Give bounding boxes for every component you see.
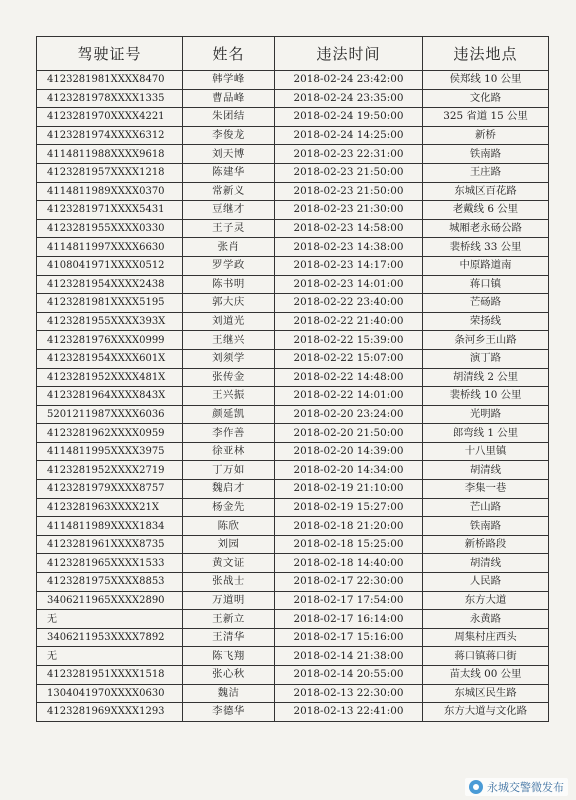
driver-name-cell: 王新立	[183, 610, 275, 629]
driver-name-cell: 刘天博	[183, 145, 275, 164]
violation-location-cell: 芒砀路	[423, 294, 549, 313]
violation-time-cell: 2018-02-24 23:35:00	[275, 89, 423, 108]
violation-location-cell: 条河乡王山路	[423, 331, 549, 350]
license-number-cell: 5201211987XXXX6036	[37, 405, 183, 424]
table-row	[37, 349, 549, 368]
violation-time-cell: 2018-02-13 22:30:00	[275, 684, 423, 703]
violation-time-cell: 2018-02-22 15:07:00	[275, 349, 423, 368]
driver-name-cell: 黄文证	[183, 554, 275, 573]
driver-name-cell: 刘须学	[183, 349, 275, 368]
violation-time-cell: 2018-02-18 14:40:00	[275, 554, 423, 573]
license-number-cell: 4123281951XXXX1518	[37, 666, 183, 685]
table-row	[37, 628, 549, 647]
violation-location-cell: 铁南路	[423, 145, 549, 164]
violation-time-cell: 2018-02-13 22:41:00	[275, 703, 423, 722]
violation-time-cell: 2018-02-23 21:30:00	[275, 201, 423, 220]
table-row	[37, 71, 549, 90]
table-body	[37, 71, 549, 722]
license-number-cell: 无	[37, 610, 183, 629]
table-row	[37, 666, 549, 685]
violation-location-cell: 新桥	[423, 126, 549, 145]
violation-table	[36, 36, 549, 722]
driver-name-cell: 罗学政	[183, 256, 275, 275]
table-row	[37, 703, 549, 722]
table-row	[37, 535, 549, 554]
table-row	[37, 368, 549, 387]
violation-location-cell: 侯郑线 10 公里	[423, 71, 549, 90]
table-row	[37, 275, 549, 294]
license-number-cell: 4123281979XXXX8757	[37, 480, 183, 499]
table-row	[37, 145, 549, 164]
driver-name-cell: 杨金先	[183, 498, 275, 517]
license-number-cell: 4123281969XXXX1293	[37, 703, 183, 722]
violation-location-cell: 蒋口镇	[423, 275, 549, 294]
license-number-cell: 4123281965XXXX1533	[37, 554, 183, 573]
violation-location-cell: 芒山路	[423, 498, 549, 517]
license-number-cell: 4123281974XXXX6312	[37, 126, 183, 145]
violation-location-cell: 文化路	[423, 89, 549, 108]
violation-time-cell: 2018-02-17 17:54:00	[275, 591, 423, 610]
license-number-cell: 4123281961XXXX8735	[37, 535, 183, 554]
violation-location-cell: 东方大道	[423, 591, 549, 610]
license-number-cell: 4123281955XXXX0330	[37, 219, 183, 238]
table-row	[37, 312, 549, 331]
violation-location-cell: 王庄路	[423, 163, 549, 182]
driver-name-cell: 朱团结	[183, 108, 275, 127]
table-row	[37, 684, 549, 703]
violation-location-cell: 李集一巷	[423, 480, 549, 499]
license-number-cell: 4114811989XXXX0370	[37, 182, 183, 201]
violation-location-cell: 东城区百花路	[423, 182, 549, 201]
violation-time-cell: 2018-02-17 15:16:00	[275, 628, 423, 647]
driver-name-cell: 张心秋	[183, 666, 275, 685]
table-row	[37, 498, 549, 517]
table-row	[37, 442, 549, 461]
violation-location-cell: 老戴线 6 公里	[423, 201, 549, 220]
driver-name-cell: 刘园	[183, 535, 275, 554]
violation-location-cell: 东城区民生路	[423, 684, 549, 703]
violation-location-cell: 胡清线	[423, 554, 549, 573]
table-row	[37, 517, 549, 536]
violation-time-cell: 2018-02-20 23:24:00	[275, 405, 423, 424]
license-number-cell: 4114811989XXXX1834	[37, 517, 183, 536]
driver-name-cell: 万道明	[183, 591, 275, 610]
violation-time-cell: 2018-02-18 15:25:00	[275, 535, 423, 554]
violation-time-cell: 2018-02-24 23:42:00	[275, 71, 423, 90]
driver-name-cell: 王子灵	[183, 219, 275, 238]
violation-location-cell: 铁南路	[423, 517, 549, 536]
violation-time-cell: 2018-02-18 21:20:00	[275, 517, 423, 536]
table-row	[37, 387, 549, 406]
wechat-official-account-icon	[469, 780, 483, 794]
driver-name-cell: 魏启才	[183, 480, 275, 499]
license-number-cell: 4114811988XXXX9618	[37, 145, 183, 164]
driver-name-cell: 常新义	[183, 182, 275, 201]
table-row	[37, 126, 549, 145]
violation-location-cell: 裴桥线 10 公里	[423, 387, 549, 406]
watermark	[465, 778, 568, 796]
license-number-cell: 4123281954XXXX2438	[37, 275, 183, 294]
violation-location-cell: 郎弯线 1 公里	[423, 424, 549, 443]
violation-location-cell: 东方大道与文化路	[423, 703, 549, 722]
violation-location-cell: 新桥路段	[423, 535, 549, 554]
table-row	[37, 219, 549, 238]
table-row	[37, 424, 549, 443]
table-row	[37, 405, 549, 424]
violation-time-cell: 2018-02-24 19:50:00	[275, 108, 423, 127]
driver-name-cell: 陈欣	[183, 517, 275, 536]
violation-time-cell: 2018-02-19 15:27:00	[275, 498, 423, 517]
driver-name-cell: 张战士	[183, 573, 275, 592]
violation-location-cell: 蒋口镇蒋口街	[423, 647, 549, 666]
table-row	[37, 201, 549, 220]
license-number-cell: 3406211953XXXX7892	[37, 628, 183, 647]
header-violation-location: 违法地点	[423, 37, 549, 71]
license-number-cell: 3406211965XXXX2890	[37, 591, 183, 610]
violation-location-cell: 胡清线	[423, 461, 549, 480]
license-number-cell: 4123281975XXXX8853	[37, 573, 183, 592]
driver-name-cell: 丁万如	[183, 461, 275, 480]
license-number-cell: 4123281955XXXX393X	[37, 312, 183, 331]
license-number-cell: 4114811995XXXX3975	[37, 442, 183, 461]
violation-time-cell: 2018-02-17 16:14:00	[275, 610, 423, 629]
header-name: 姓名	[183, 37, 275, 71]
violation-list-sheet	[36, 36, 548, 722]
violation-location-cell: 永黄路	[423, 610, 549, 629]
violation-location-cell: 胡清线 2 公里	[423, 368, 549, 387]
license-number-cell: 4123281952XXXX481X	[37, 368, 183, 387]
driver-name-cell: 豆继才	[183, 201, 275, 220]
violation-time-cell: 2018-02-20 14:39:00	[275, 442, 423, 461]
violation-time-cell: 2018-02-22 23:40:00	[275, 294, 423, 313]
table-row	[37, 294, 549, 313]
license-number-cell: 4123281976XXXX0999	[37, 331, 183, 350]
table-row	[37, 331, 549, 350]
driver-name-cell: 张传金	[183, 368, 275, 387]
violation-time-cell: 2018-02-22 14:48:00	[275, 368, 423, 387]
driver-name-cell: 徐亚林	[183, 442, 275, 461]
violation-time-cell: 2018-02-23 22:31:00	[275, 145, 423, 164]
license-number-cell: 4123281957XXXX1218	[37, 163, 183, 182]
violation-location-cell: 裴桥线 33 公里	[423, 238, 549, 257]
license-number-cell: 4123281981XXXX5195	[37, 294, 183, 313]
table-row	[37, 238, 549, 257]
violation-time-cell: 2018-02-23 14:01:00	[275, 275, 423, 294]
table-row	[37, 182, 549, 201]
violation-time-cell: 2018-02-22 14:01:00	[275, 387, 423, 406]
table-row	[37, 163, 549, 182]
table-row	[37, 554, 549, 573]
license-number-cell: 4123281962XXXX0959	[37, 424, 183, 443]
driver-name-cell: 张肖	[183, 238, 275, 257]
table-row	[37, 610, 549, 629]
table-row	[37, 573, 549, 592]
violation-time-cell: 2018-02-23 14:38:00	[275, 238, 423, 257]
driver-name-cell: 韩学峰	[183, 71, 275, 90]
header-violation-time: 违法时间	[275, 37, 423, 71]
violation-location-cell: 演丁路	[423, 349, 549, 368]
violation-location-cell: 苗太线 00 公里	[423, 666, 549, 685]
violation-time-cell: 2018-02-19 21:10:00	[275, 480, 423, 499]
violation-time-cell: 2018-02-23 21:50:00	[275, 163, 423, 182]
driver-name-cell: 陈书明	[183, 275, 275, 294]
driver-name-cell: 王清华	[183, 628, 275, 647]
driver-name-cell: 陈飞翔	[183, 647, 275, 666]
watermark-text: 永城交警微发布	[487, 781, 564, 794]
violation-time-cell: 2018-02-23 21:50:00	[275, 182, 423, 201]
driver-name-cell: 王兴振	[183, 387, 275, 406]
violation-time-cell: 2018-02-17 22:30:00	[275, 573, 423, 592]
violation-time-cell: 2018-02-23 14:17:00	[275, 256, 423, 275]
header-license-number: 驾驶证号	[37, 37, 183, 71]
license-number-cell: 4123281952XXXX2719	[37, 461, 183, 480]
table-header	[37, 37, 549, 71]
driver-name-cell: 李德华	[183, 703, 275, 722]
driver-name-cell: 曹品峰	[183, 89, 275, 108]
violation-location-cell: 十八里镇	[423, 442, 549, 461]
license-number-cell: 4123281963XXXX21X	[37, 498, 183, 517]
license-number-cell: 4123281970XXXX4221	[37, 108, 183, 127]
driver-name-cell: 李俊龙	[183, 126, 275, 145]
license-number-cell: 4123281981XXXX8470	[37, 71, 183, 90]
violation-time-cell: 2018-02-22 21:40:00	[275, 312, 423, 331]
violation-location-cell: 城厢老永砀公路	[423, 219, 549, 238]
violation-time-cell: 2018-02-20 14:34:00	[275, 461, 423, 480]
license-number-cell: 4123281964XXXX843X	[37, 387, 183, 406]
driver-name-cell: 魏洁	[183, 684, 275, 703]
license-number-cell: 4123281971XXXX5431	[37, 201, 183, 220]
driver-name-cell: 李作善	[183, 424, 275, 443]
license-number-cell: 4123281978XXXX1335	[37, 89, 183, 108]
violation-location-cell: 光明路	[423, 405, 549, 424]
violation-location-cell: 荣扬线	[423, 312, 549, 331]
table-row	[37, 647, 549, 666]
license-number-cell: 无	[37, 647, 183, 666]
violation-time-cell: 2018-02-14 20:55:00	[275, 666, 423, 685]
table-row	[37, 256, 549, 275]
table-row	[37, 108, 549, 127]
license-number-cell: 4114811997XXXX6630	[37, 238, 183, 257]
license-number-cell: 4108041971XXXX0512	[37, 256, 183, 275]
violation-time-cell: 2018-02-14 21:38:00	[275, 647, 423, 666]
table-row	[37, 480, 549, 499]
header-row	[37, 37, 549, 71]
violation-location-cell: 中原路道南	[423, 256, 549, 275]
table-row	[37, 461, 549, 480]
violation-time-cell: 2018-02-20 21:50:00	[275, 424, 423, 443]
violation-time-cell: 2018-02-23 14:58:00	[275, 219, 423, 238]
table-row	[37, 591, 549, 610]
driver-name-cell: 郭大庆	[183, 294, 275, 313]
license-number-cell: 4123281954XXXX601X	[37, 349, 183, 368]
violation-location-cell: 周集村庄西头	[423, 628, 549, 647]
violation-time-cell: 2018-02-24 14:25:00	[275, 126, 423, 145]
violation-location-cell: 325 省道 15 公里	[423, 108, 549, 127]
driver-name-cell: 刘道光	[183, 312, 275, 331]
violation-location-cell: 人民路	[423, 573, 549, 592]
driver-name-cell: 陈建华	[183, 163, 275, 182]
violation-time-cell: 2018-02-22 15:39:00	[275, 331, 423, 350]
driver-name-cell: 颜延凯	[183, 405, 275, 424]
driver-name-cell: 王继兴	[183, 331, 275, 350]
table-row	[37, 89, 549, 108]
license-number-cell: 1304041970XXXX0630	[37, 684, 183, 703]
